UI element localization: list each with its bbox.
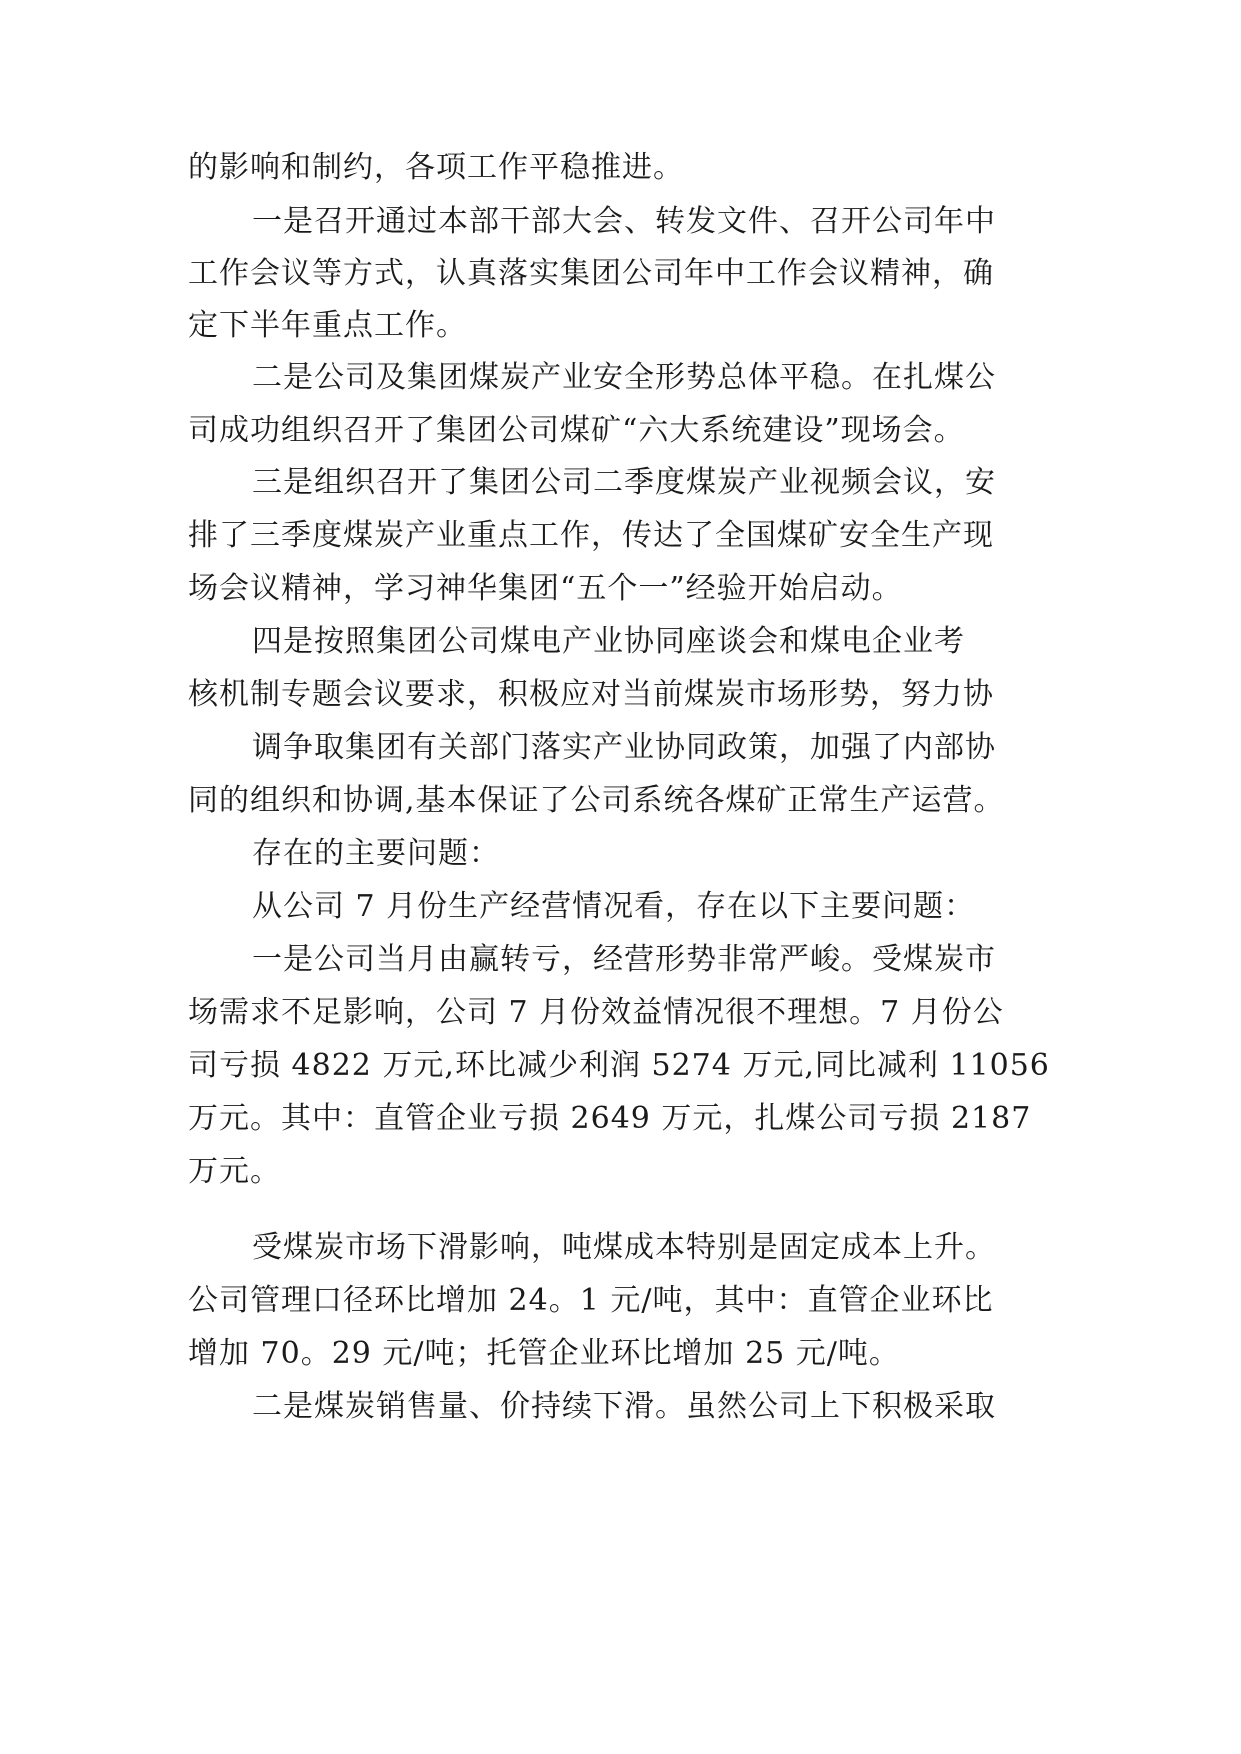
text-line: 工作会议等方式，认真落实集团公司年中工作会议精神，确 xyxy=(188,256,994,291)
text-line: 一是公司当月由赢转亏，经营形势非常严峻。受煤炭市 xyxy=(252,942,996,977)
text-line: 从公司 7 月份生产经营情况看，存在以下主要问题： xyxy=(252,889,976,924)
text-line: 排了三季度煤炭产业重点工作，传达了全国煤矿安全生产现 xyxy=(188,518,994,553)
text-line: 万元。 xyxy=(188,1154,281,1189)
text-line: 二是煤炭销售量、价持续下滑。虽然公司上下积极采取 xyxy=(252,1389,996,1424)
text-line: 万元。其中：直管企业亏损 2649 万元，扎煤公司亏损 2187 xyxy=(188,1101,1032,1136)
text-line: 的影响和制约，各项工作平稳推进。 xyxy=(188,150,684,185)
text-line: 公司管理口径环比增加 24。1 元/吨，其中：直管企业环比 xyxy=(188,1283,994,1318)
text-line: 场需求不足影响，公司 7 月份效益情况很不理想。7 月份公 xyxy=(188,995,1004,1030)
text-line: 调争取集团有关部门落实产业协同政策，加强了内部协 xyxy=(252,730,996,765)
text-line: 二是公司及集团煤炭产业安全形势总体平稳。在扎煤公 xyxy=(252,360,996,395)
text-line: 定下半年重点工作。 xyxy=(188,308,467,343)
text-line: 一是召开通过本部干部大会、转发文件、召开公司年中 xyxy=(252,204,996,239)
text-line: 司成功组织召开了集团公司煤矿“六大系统建设”现场会。 xyxy=(188,413,965,448)
text-line: 存在的主要问题： xyxy=(252,836,500,871)
text-line: 司亏损 4822 万元,环比减少利润 5274 万元,同比减利 11056 xyxy=(188,1048,1050,1083)
text-line: 三是组织召开了集团公司二季度煤炭产业视频会议，安 xyxy=(252,465,996,500)
text-line: 场会议精神，学习神华集团“五个一”经验开始启动。 xyxy=(188,571,903,606)
text-line: 增加 70。29 元/吨；托管企业环比增加 25 元/吨。 xyxy=(188,1336,900,1371)
text-line: 核机制专题会议要求，积极应对当前煤炭市场形势，努力协 xyxy=(188,677,994,712)
text-line: 四是按照集团公司煤电产业协同座谈会和煤电企业考 xyxy=(252,624,965,659)
text-line: 受煤炭市场下滑影响，吨煤成本特别是固定成本上升。 xyxy=(252,1230,996,1265)
text-line: 同的组织和协调,基本保证了公司系统各煤矿正常生产运营。 xyxy=(188,783,1005,818)
